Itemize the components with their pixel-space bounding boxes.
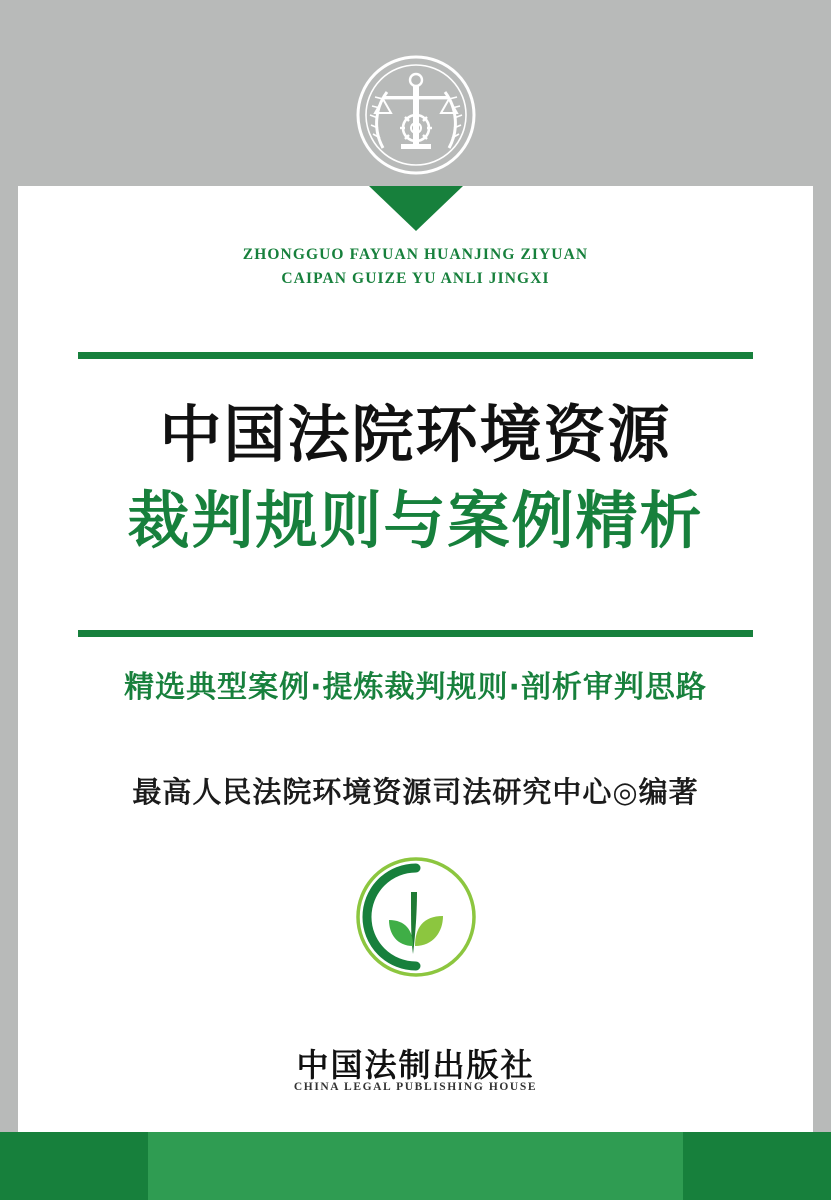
title-bottom-rule bbox=[78, 630, 753, 637]
bottom-green-band-inner bbox=[148, 1132, 683, 1200]
publisher-name-cn: 中国法制出版社 bbox=[296, 1046, 535, 1084]
green-leaf-circle-logo-icon bbox=[353, 854, 479, 980]
title-top-rule bbox=[78, 352, 753, 359]
pinyin-line-2: CAIPAN GUIZE YU ANLI JINGXI bbox=[281, 270, 550, 287]
left-grey-edge bbox=[0, 0, 18, 1200]
page-title bbox=[0, 392, 831, 564]
title-line-2: 裁判规则与案例精析 bbox=[127, 484, 704, 557]
author-line: 最高人民法院环境资源司法研究中心◎编著 bbox=[132, 775, 699, 809]
court-emblem-icon bbox=[353, 52, 479, 178]
down-arrow-icon bbox=[369, 186, 463, 231]
publisher-name-en: CHINA LEGAL PUBLISHING HOUSE bbox=[293, 1081, 538, 1093]
right-grey-edge bbox=[813, 0, 831, 1200]
pinyin-line-1: ZHONGGUO FAYUAN HUANJING ZIYUAN bbox=[242, 246, 589, 263]
bottom-green-band bbox=[0, 1132, 831, 1200]
title-line-1: 中国法院环境资源 bbox=[159, 398, 672, 471]
pinyin-subtitle bbox=[0, 243, 831, 291]
subtitle: 精选典型案例·提炼裁判规则·剖析审判思路 bbox=[124, 670, 707, 705]
